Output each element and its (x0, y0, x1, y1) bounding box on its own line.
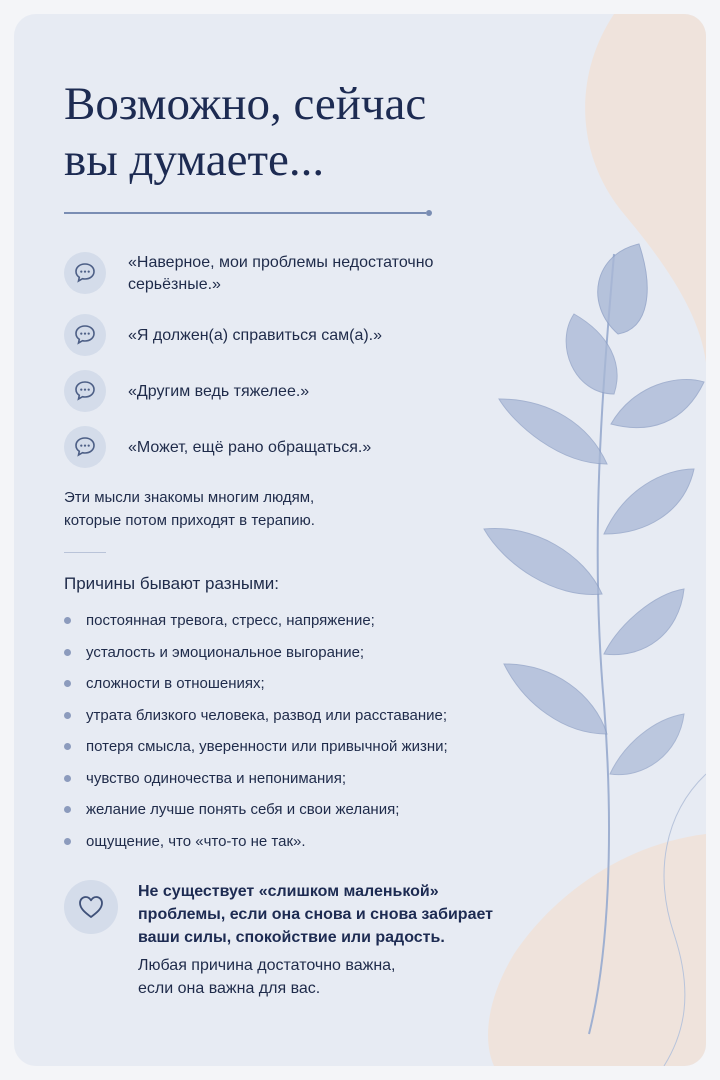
speech-bubble-icon (64, 252, 106, 294)
list-item (64, 826, 544, 858)
page-title (64, 76, 524, 188)
reasons-list (64, 605, 544, 857)
heart-icon (64, 880, 118, 934)
list-item (64, 605, 544, 637)
reasons-heading: Причины бывают разными: (64, 574, 280, 593)
list-item-text: усталость и эмоциональное выгорание; (86, 643, 365, 661)
list-item (64, 794, 544, 826)
list-item-text: чувство одиночества и непонимания; (86, 769, 346, 787)
bullet-icon (64, 649, 71, 656)
quote-item (64, 370, 484, 414)
list-item (64, 668, 544, 700)
bullet-icon (64, 712, 71, 719)
callout-text: Любая причина достаточно важна, если она важна для вас. (138, 957, 396, 997)
section-divider (64, 552, 106, 553)
title-line: Возможно, сейчас (64, 78, 427, 130)
bullet-icon (64, 775, 71, 782)
quote-text: «Я должен(а) справиться сам(а).» (128, 327, 383, 344)
list-item-text: постоянная тревога, стресс, напряжение; (86, 612, 375, 629)
list-item-text: сложности в отношениях; (86, 675, 265, 692)
bullet-icon (64, 838, 71, 845)
card (14, 14, 706, 1066)
callout-strong-text: Не существует «слишком маленькой» проблемы, если она снова и снова забирает ваши силы, спокойствие или радость. (138, 883, 493, 946)
intro-paragraph: Эти мысли знакомы многим людям, которые потом приходят в терапию. (64, 489, 315, 529)
list-item-text: ощущение, что «что-то не так». (86, 832, 306, 850)
bullet-icon (64, 680, 71, 687)
speech-bubble-icon (64, 370, 106, 412)
quote-item (64, 252, 484, 296)
beige-blob-top (585, 14, 706, 394)
speech-bubble-icon (64, 314, 106, 356)
list-item-text: потеря смысла, уверенности или привычной жизни; (86, 738, 448, 755)
quote-item (64, 314, 484, 358)
quote-item (64, 426, 484, 470)
quote-text: «Наверное, мои проблемы недостаточно серьёзные.» (128, 254, 434, 293)
quote-text: «Может, ещё рано обращаться.» (128, 439, 372, 456)
bullet-icon (64, 806, 71, 813)
list-item-text: желание лучше понять себя и свои желания; (86, 801, 400, 818)
beige-blob-bottom (488, 834, 706, 1066)
bullet-icon (64, 617, 71, 624)
quote-text: «Другим ведь тяжелее.» (128, 383, 310, 400)
bullet-icon (64, 743, 71, 750)
title-line: вы думаете... (64, 134, 325, 186)
list-item (64, 763, 544, 795)
list-item (64, 700, 544, 732)
title-divider (64, 210, 434, 216)
list-item (64, 637, 544, 669)
list-item-text: утрата близкого человека, развод или расставание; (86, 706, 448, 724)
speech-bubble-icon (64, 426, 106, 468)
list-item (64, 731, 544, 763)
